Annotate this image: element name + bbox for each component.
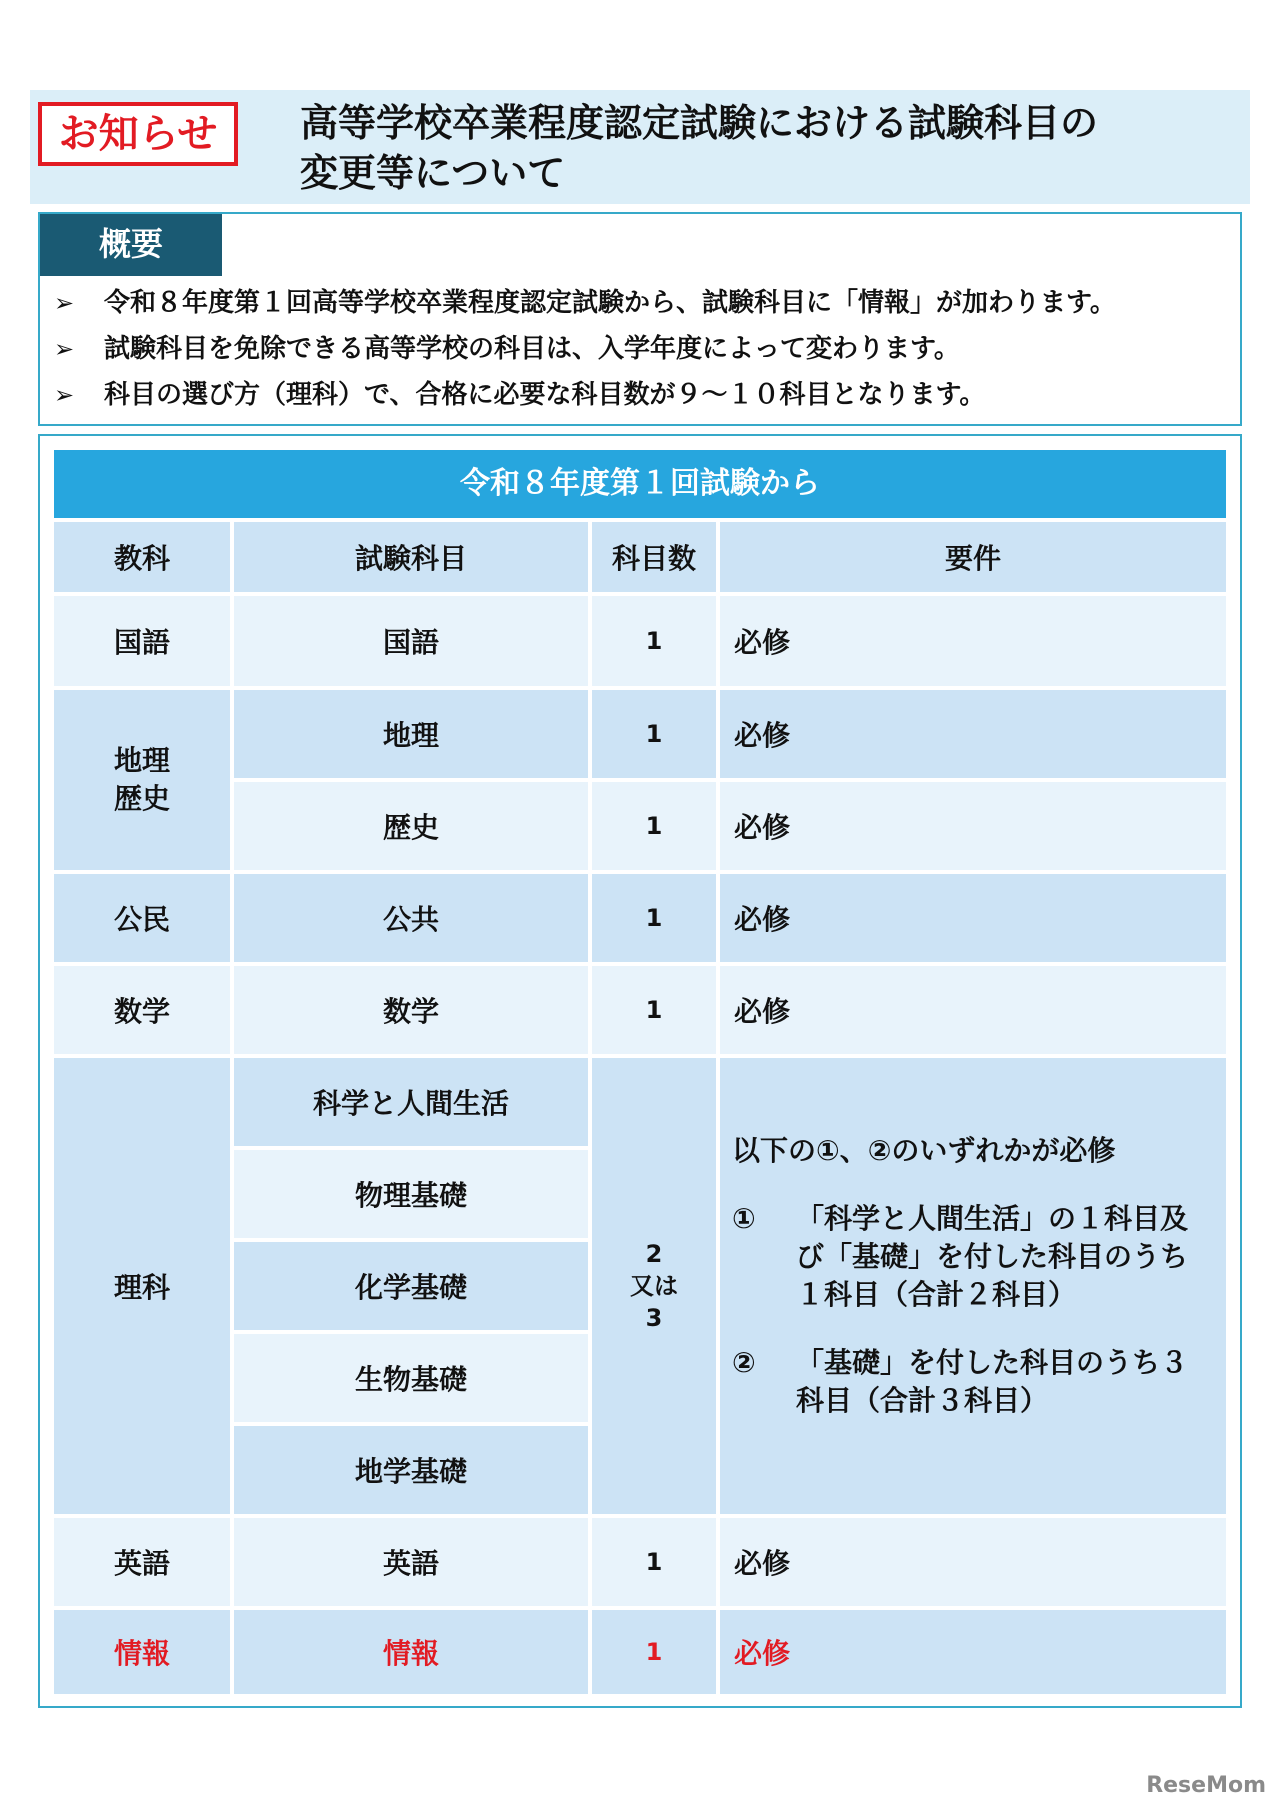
row-category: 公民 bbox=[54, 874, 230, 962]
row-requirement-info: 必修 bbox=[720, 1610, 1226, 1694]
science-subject: 科学と人間生活 bbox=[234, 1058, 588, 1146]
row-count-info: 1 bbox=[592, 1610, 716, 1694]
row-subject: 英語 bbox=[234, 1518, 588, 1606]
row-count: 1 bbox=[592, 690, 716, 778]
science-req-option-1 bbox=[732, 1200, 1212, 1314]
row-requirement: 必修 bbox=[720, 690, 1226, 778]
category-label: 地理歴史 bbox=[113, 744, 170, 815]
row-count: 1 bbox=[592, 874, 716, 962]
watermark-logo: ReseMom bbox=[1146, 1773, 1266, 1798]
row-category-science: 理科 bbox=[54, 1058, 230, 1514]
option-1-mark: ① bbox=[732, 1202, 756, 1235]
row-count: 1 bbox=[592, 966, 716, 1054]
option-2-text: 「基礎」を付した科目のうち３科目（合計３科目） bbox=[796, 1346, 1189, 1417]
row-requirement: 必修 bbox=[720, 966, 1226, 1054]
row-count: 1 bbox=[592, 1518, 716, 1606]
header-subject: 試験科目 bbox=[234, 522, 588, 592]
list-item bbox=[54, 372, 1240, 418]
option-1-text: 「科学と人間生活」の１科目及び「基礎」を付した科目のうち１科目（合計２科目） bbox=[796, 1202, 1189, 1311]
row-subject: 公共 bbox=[234, 874, 588, 962]
bullet-text: 令和８年度第１回高等学校卒業程度認定試験から、試験科目に「情報」が加わります。 bbox=[104, 288, 1116, 318]
science-count-line2: 又は bbox=[630, 1272, 678, 1300]
page-title-line2: 変更等について bbox=[300, 151, 566, 195]
row-requirement: 必修 bbox=[720, 596, 1226, 686]
header-requirement: 要件 bbox=[720, 522, 1226, 592]
table-title: 令和８年度第１回試験から bbox=[54, 450, 1226, 518]
list-item bbox=[54, 280, 1240, 326]
row-requirement: 必修 bbox=[720, 782, 1226, 870]
arrow-bullet-icon: ➢ bbox=[54, 381, 75, 409]
science-subject: 化学基礎 bbox=[234, 1242, 588, 1330]
row-count: 1 bbox=[592, 782, 716, 870]
list-item bbox=[54, 326, 1240, 372]
science-requirement bbox=[732, 1132, 1212, 1420]
page-title-line1: 高等学校卒業程度認定試験における試験科目の bbox=[300, 101, 1099, 145]
overview-section bbox=[38, 212, 1242, 426]
row-count: 1 bbox=[592, 596, 716, 686]
science-req-intro: 以下の①、②のいずれかが必修 bbox=[732, 1134, 1116, 1167]
row-subject: 国語 bbox=[234, 596, 588, 686]
science-count bbox=[592, 1058, 716, 1514]
row-subject-info: 情報 bbox=[234, 1610, 588, 1694]
header-banner bbox=[30, 90, 1250, 204]
row-category: 数学 bbox=[54, 966, 230, 1054]
row-category: 英語 bbox=[54, 1518, 230, 1606]
notice-badge: お知らせ bbox=[38, 102, 238, 166]
overview-tab-label: 概要 bbox=[40, 214, 222, 276]
option-2-mark: ② bbox=[732, 1346, 756, 1379]
row-subject: 歴史 bbox=[234, 782, 588, 870]
row-subject: 数学 bbox=[234, 966, 588, 1054]
overview-bullet-list bbox=[54, 280, 1240, 418]
row-category: 国語 bbox=[54, 596, 230, 686]
row-category-info: 情報 bbox=[54, 1610, 230, 1694]
row-requirement: 必修 bbox=[720, 1518, 1226, 1606]
science-count-line1: 2 bbox=[645, 1240, 663, 1268]
row-category-geography-history bbox=[54, 690, 230, 870]
bullet-text: 試験科目を免除できる高等学校の科目は、入学年度によって変わります。 bbox=[104, 334, 960, 364]
arrow-bullet-icon: ➢ bbox=[54, 335, 75, 363]
row-requirement: 必修 bbox=[720, 874, 1226, 962]
row-subject: 地理 bbox=[234, 690, 588, 778]
header-category: 教科 bbox=[54, 522, 230, 592]
science-count-line3: 3 bbox=[645, 1304, 663, 1332]
science-subject: 生物基礎 bbox=[234, 1334, 588, 1422]
bullet-text: 科目の選び方（理科）で、合格に必要な科目数が９～１０科目となります。 bbox=[104, 380, 986, 410]
science-subject: 地学基礎 bbox=[234, 1426, 588, 1514]
science-req-option-2 bbox=[732, 1344, 1212, 1420]
arrow-bullet-icon: ➢ bbox=[54, 289, 75, 317]
header-count: 科目数 bbox=[592, 522, 716, 592]
page-title bbox=[300, 98, 1240, 198]
science-subject: 物理基礎 bbox=[234, 1150, 588, 1238]
